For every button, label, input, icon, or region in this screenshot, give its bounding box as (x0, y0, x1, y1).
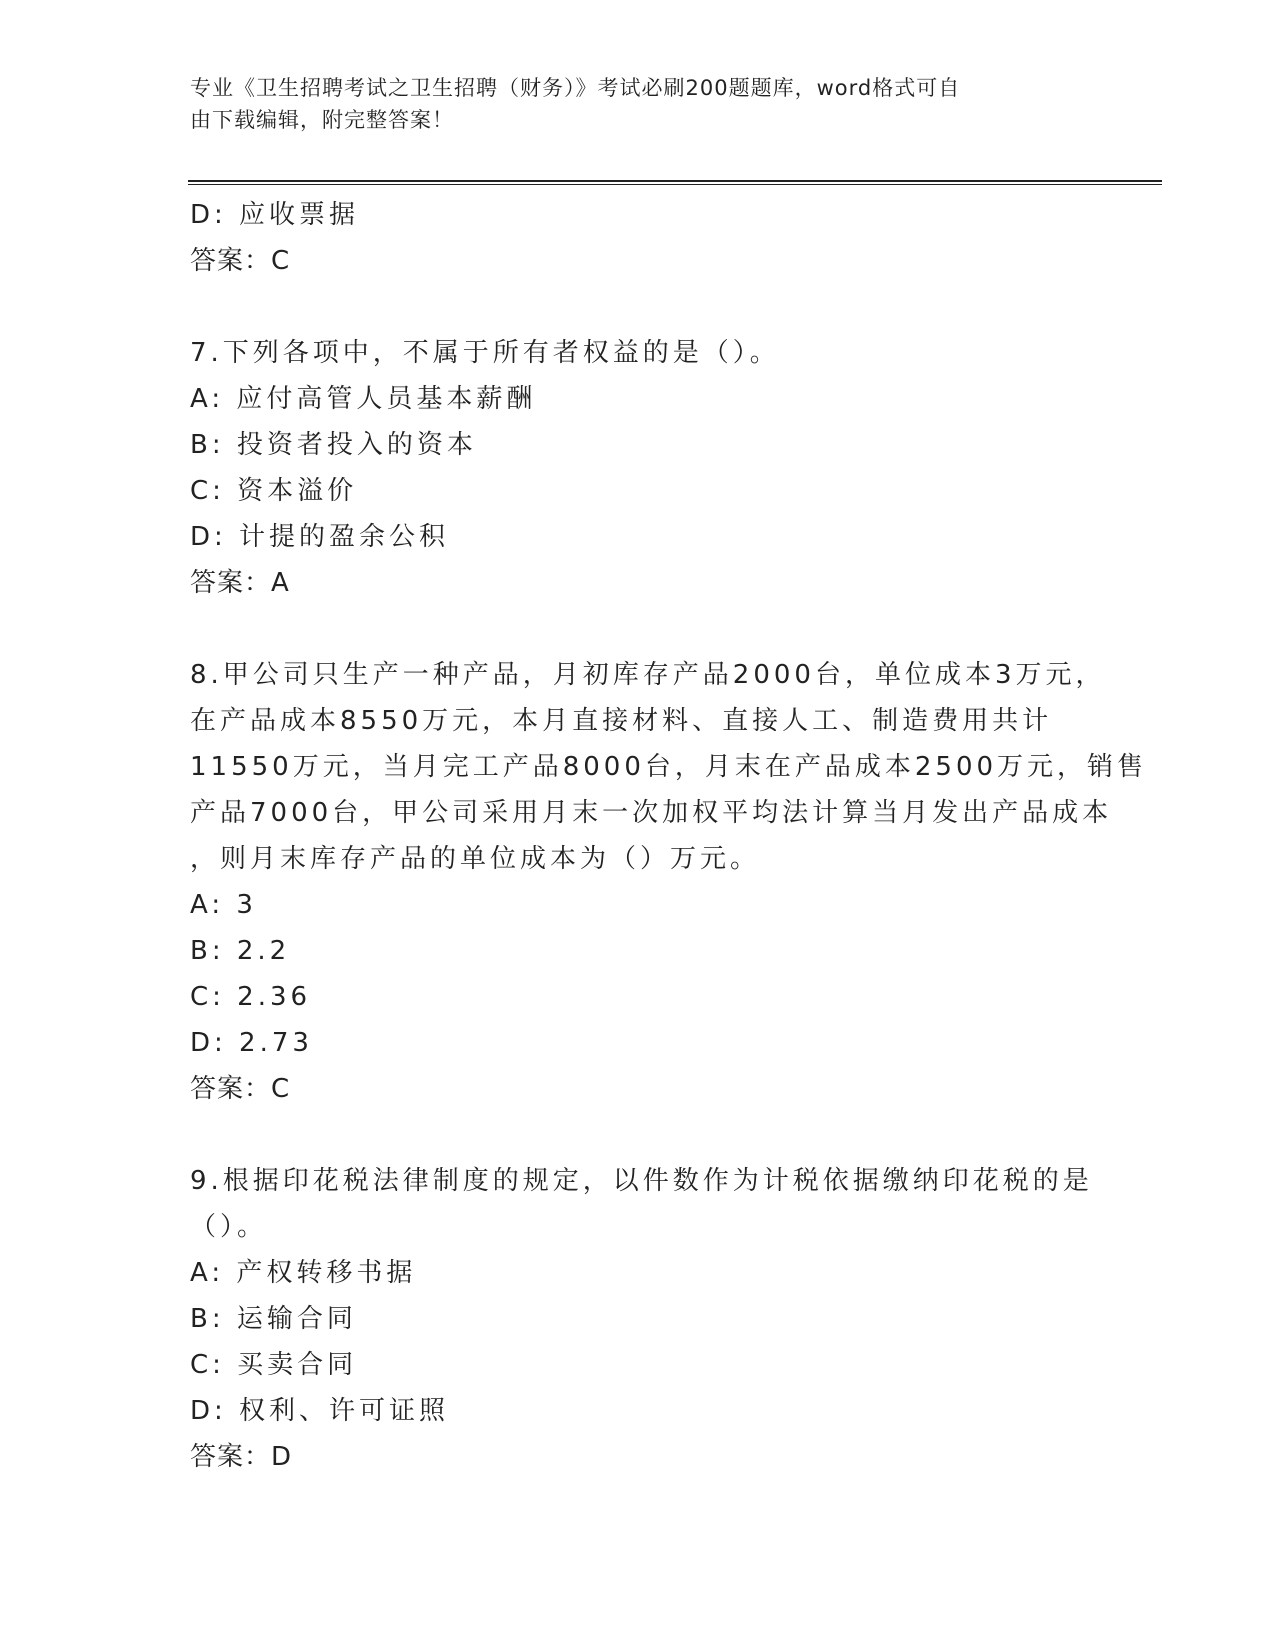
stem-line: 在产品成本8550万元，本月直接材料、直接人工、制造费用共计 (190, 706, 1053, 736)
spacer (190, 606, 1110, 652)
question-6-tail (190, 192, 1110, 284)
option-c: C: 资本溢价 (190, 476, 358, 506)
answer: 答案：C (190, 1074, 291, 1104)
question-7 (190, 330, 1110, 606)
stem-line: 8.甲公司只生产一种产品，月初库存产品2000台，单位成本3万元， (190, 660, 1106, 690)
stem-line: 产品7000台，甲公司采用月末一次加权平均法计算当月发出产品成本 (190, 798, 1113, 828)
option-d: D: 计提的盈余公积 (190, 522, 450, 552)
answer: 答案：D (190, 1442, 293, 1472)
question-stem: 7.下列各项中，不属于所有者权益的是（）。 (190, 338, 780, 368)
option-a: A: 产权转移书据 (190, 1258, 417, 1288)
stem-line: 11550万元，当月完工产品8000台，月末在产品成本2500万元，销售 (190, 752, 1148, 782)
option-d: D: 权利、许可证照 (190, 1396, 450, 1426)
stem-line: 9.根据印花税法律制度的规定，以件数作为计税依据缴纳印花税的是 (190, 1166, 1093, 1196)
stem-line: ，则月末库存产品的单位成本为（）万元。 (190, 844, 761, 874)
option-a: A: 3 (190, 890, 257, 920)
header-line-1: 专业《卫生招聘考试之卫生招聘（财务）》考试必刷200题题库，word格式可自 (190, 76, 961, 100)
answer: 答案：A (190, 568, 290, 598)
header-divider-thin (188, 184, 1162, 185)
option-d: D: 2.73 (190, 1028, 313, 1058)
spacer (190, 284, 1110, 330)
stem-line: （）。 (190, 1212, 268, 1242)
header-divider-thick (188, 180, 1162, 182)
question-8 (190, 652, 1148, 1112)
question-stem (190, 652, 1148, 882)
option-a: A: 应付高管人员基本薪酬 (190, 384, 537, 414)
option-b: B: 运输合同 (190, 1304, 357, 1334)
spacer (190, 1112, 1110, 1158)
question-stem (190, 1158, 1110, 1250)
header-line-2: 由下载编辑，附完整答案！ (190, 108, 454, 132)
document-header (190, 72, 1090, 136)
option-b: B: 2.2 (190, 936, 291, 966)
option-c: C: 2.36 (190, 982, 312, 1012)
answer: 答案：C (190, 246, 291, 276)
option-c: C: 买卖合同 (190, 1350, 358, 1380)
question-list (190, 192, 1148, 1480)
option-d: D: 应收票据 (190, 200, 360, 230)
option-b: B: 投资者投入的资本 (190, 430, 477, 460)
question-9 (190, 1158, 1110, 1480)
